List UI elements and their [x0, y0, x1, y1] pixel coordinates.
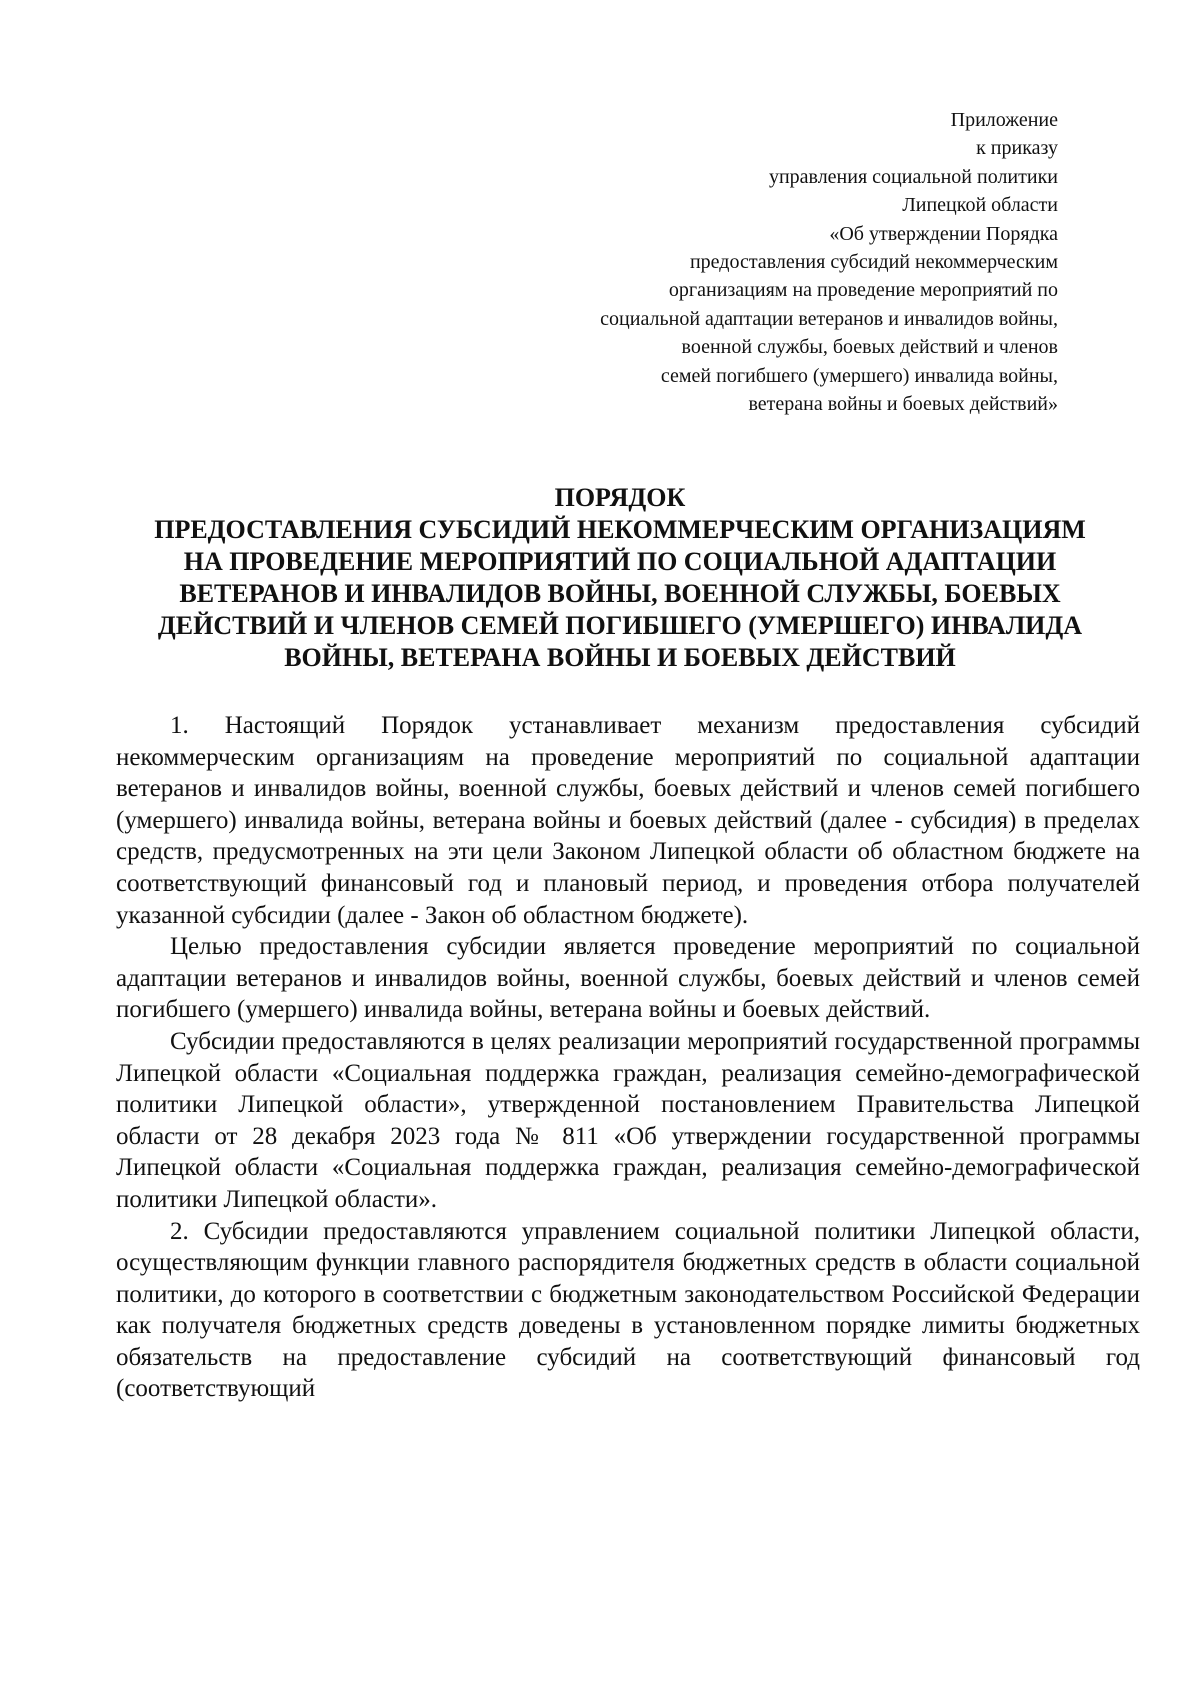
appendix-line: «Об утверждении Порядка	[829, 222, 1058, 245]
appendix-line: социальной адаптации ветеранов и инвалидов войны,	[600, 307, 1058, 330]
title-line: ВЕТЕРАНОВ И ИНВАЛИДОВ ВОЙНЫ, ВОЕННОЙ СЛУЖБЫ, БОЕВЫХ	[179, 579, 1061, 608]
appendix-line: ветерана войны и боевых действий»	[748, 393, 1058, 416]
paragraph: Субсидии предоставляются в целях реализации мероприятий государственной программы Липецкой области «Социальная поддержка граждан, реализация семейно-демографической политики Липецкой области», утвержденной постановлением Правительства Липецкой области от 28 декабря 2023 года № 811 «Об утверждении государственной программы Липецкой области «Социальная поддержка граждан, реализация семейно-демографической политики Липецкой области».	[116, 1027, 1140, 1213]
paragraph: 1. Настоящий Порядок устанавливает механизм предоставления субсидий некоммерческим организациям на проведение мероприятий по социальной адаптации ветеранов и инвалидов войны, военной службы, боевых действий и членов семей погибшего (умершего) инвалида войны, ветерана войны и боевых действий (далее - субсидия) в пределах средств, предусмотренных на эти цели Законом Липецкой области об областном бюджете на соответствующий финансовый год и плановый период, и проведения отбора получателей указанной субсидии (далее - Закон об областном бюджете).	[116, 712, 1140, 929]
document-title	[100, 482, 1140, 674]
appendix-line: предоставления субсидий некоммерческим	[689, 251, 1058, 274]
appendix-line: управления социальной политики	[768, 165, 1058, 188]
paragraph: Целью предоставления субсидии является проведение мероприятий по социальной адаптации ветеранов и инвалидов войны, военной службы, боевых действий и членов семей погибшего (умершего) инвалида войны, ветерана войны и боевых действий.	[116, 933, 1140, 1024]
document-body	[116, 710, 1140, 1405]
paragraph: 2. Субсидии предоставляются управлением социальной политики Липецкой области, осуществляющим функции главного распорядителя бюджетных средств в области социальной политики, до которого в соответствии с бюджетным законодательством Российской Федерации как получателя бюджетных средств доведены в установленном порядке лимиты бюджетных обязательств на предоставление субсидий на соответствующий финансовый год (соответствующий	[116, 1217, 1140, 1403]
appendix-line: военной службы, боевых действий и членов	[681, 336, 1058, 359]
title-line: ВОЙНЫ, ВЕТЕРАНА ВОЙНЫ И БОЕВЫХ ДЕЙСТВИЙ	[284, 643, 956, 672]
appendix-line: организациям на проведение мероприятий по	[668, 279, 1058, 302]
appendix-line: Приложение	[950, 109, 1058, 131]
title-line: ПОРЯДОК	[554, 483, 686, 512]
appendix-line: семей погибшего (умершего) инвалида войны,	[660, 364, 1058, 387]
appendix-block	[600, 106, 1058, 418]
title-line: ПРЕДОСТАВЛЕНИЯ СУБСИДИЙ НЕКОММЕРЧЕСКИМ ОРГАНИЗАЦИЯМ	[154, 515, 1086, 544]
title-line: НА ПРОВЕДЕНИЕ МЕРОПРИЯТИЙ ПО СОЦИАЛЬНОЙ АДАПТАЦИИ	[183, 547, 1057, 576]
appendix-line: к приказу	[976, 137, 1058, 160]
appendix-line: Липецкой области	[902, 194, 1058, 217]
title-line: ДЕЙСТВИЙ И ЧЛЕНОВ СЕМЕЙ ПОГИБШЕГО (УМЕРШЕГО) ИНВАЛИДА	[157, 611, 1083, 640]
